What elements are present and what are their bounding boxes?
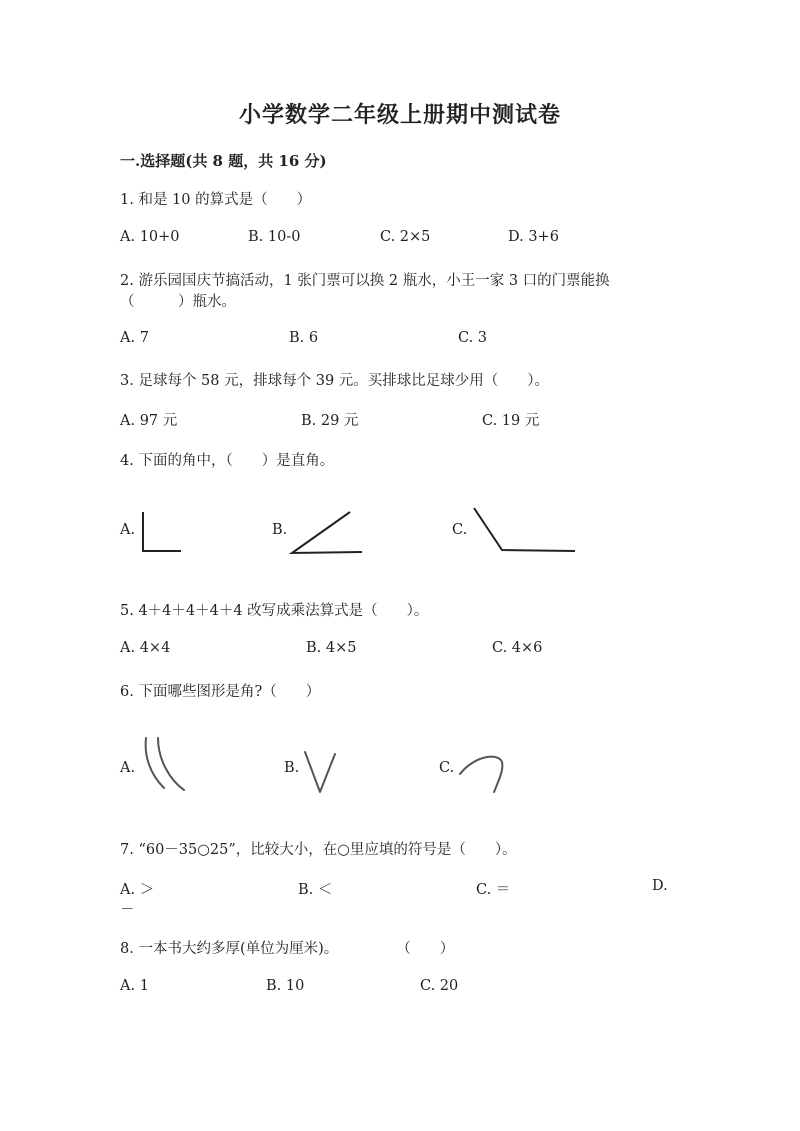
question-6-figure-c-curve — [458, 754, 508, 796]
question-5-option-a: A. 4×4 — [120, 640, 171, 656]
question-1-option-c: C. 2×5 — [380, 229, 431, 245]
question-8-option-a: A. 1 — [120, 978, 149, 994]
question-6-stem: 6. 下面哪些图形是角?（ ） — [120, 684, 321, 700]
question-2-option-c: C. 3 — [458, 330, 488, 346]
question-5-option-b: B. 4×5 — [306, 640, 357, 656]
question-3-option-a: A. 97 元 — [120, 413, 178, 429]
question-6-figure-a-curves — [140, 736, 190, 794]
question-4-figure-a-right-angle — [140, 510, 184, 554]
question-2-stem-line-2: （ ）瓶水。 — [120, 294, 236, 310]
question-7-option-b: B. ＜ — [298, 882, 333, 898]
question-7-option-a: A. ＞ — [120, 882, 155, 898]
question-7-option-d-value: － — [120, 902, 135, 918]
question-1-option-d: D. 3+6 — [508, 229, 559, 245]
question-6-option-b: B. — [284, 760, 300, 776]
section-heading: 一.选择题(共 8 题，共 16 分) — [120, 152, 327, 170]
question-8-stem: 8. 一本书大约多厚(单位为厘米)。 （ ） — [120, 941, 455, 957]
question-4-figure-b-acute-angle — [290, 510, 354, 556]
question-4-figure-c-obtuse-angle — [472, 506, 578, 554]
question-4-option-b: B. — [272, 522, 288, 538]
question-7-stem: 7. “60－35○25”，比较大小，在○里应填的符号是（ ）。 — [120, 842, 517, 858]
question-1-stem: 1. 和是 10 的算式是（ ） — [120, 192, 312, 208]
question-2-option-b: B. 6 — [289, 330, 319, 346]
question-4-stem: 4. 下面的角中，（ ）是直角。 — [120, 453, 335, 469]
question-2-stem-line-1: 2. 游乐园国庆节搞活动，1 张门票可以换 2 瓶水，小王一家 3 口的门票能换 — [120, 273, 610, 289]
question-4-option-c: C. — [452, 522, 468, 538]
question-6-figure-b-angle — [303, 750, 337, 796]
question-3-option-b: B. 29 元 — [301, 413, 359, 429]
question-7-option-d: D. — [652, 878, 668, 894]
question-2-option-a: A. 7 — [120, 330, 149, 346]
question-8-option-b: B. 10 — [266, 978, 305, 994]
question-1-option-b: B. 10-0 — [248, 229, 301, 245]
question-5-stem: 5. 4＋4＋4＋4＋4 改写成乘法算式是（ ）。 — [120, 603, 429, 619]
question-6-option-c: C. — [439, 760, 455, 776]
question-3-option-c: C. 19 元 — [482, 413, 540, 429]
question-1-option-a: A. 10+0 — [120, 229, 180, 245]
question-8-option-c: C. 20 — [420, 978, 459, 994]
question-3-stem: 3. 足球每个 58 元，排球每个 39 元。买排球比足球少用（ ）。 — [120, 373, 550, 389]
question-7-option-c: C. ＝ — [476, 882, 511, 898]
question-4-option-a: A. — [120, 522, 136, 538]
page-title: 小学数学二年级上册期中测试卷 — [238, 102, 561, 128]
question-5-option-c: C. 4×6 — [492, 640, 543, 656]
question-6-option-a: A. — [120, 760, 136, 776]
